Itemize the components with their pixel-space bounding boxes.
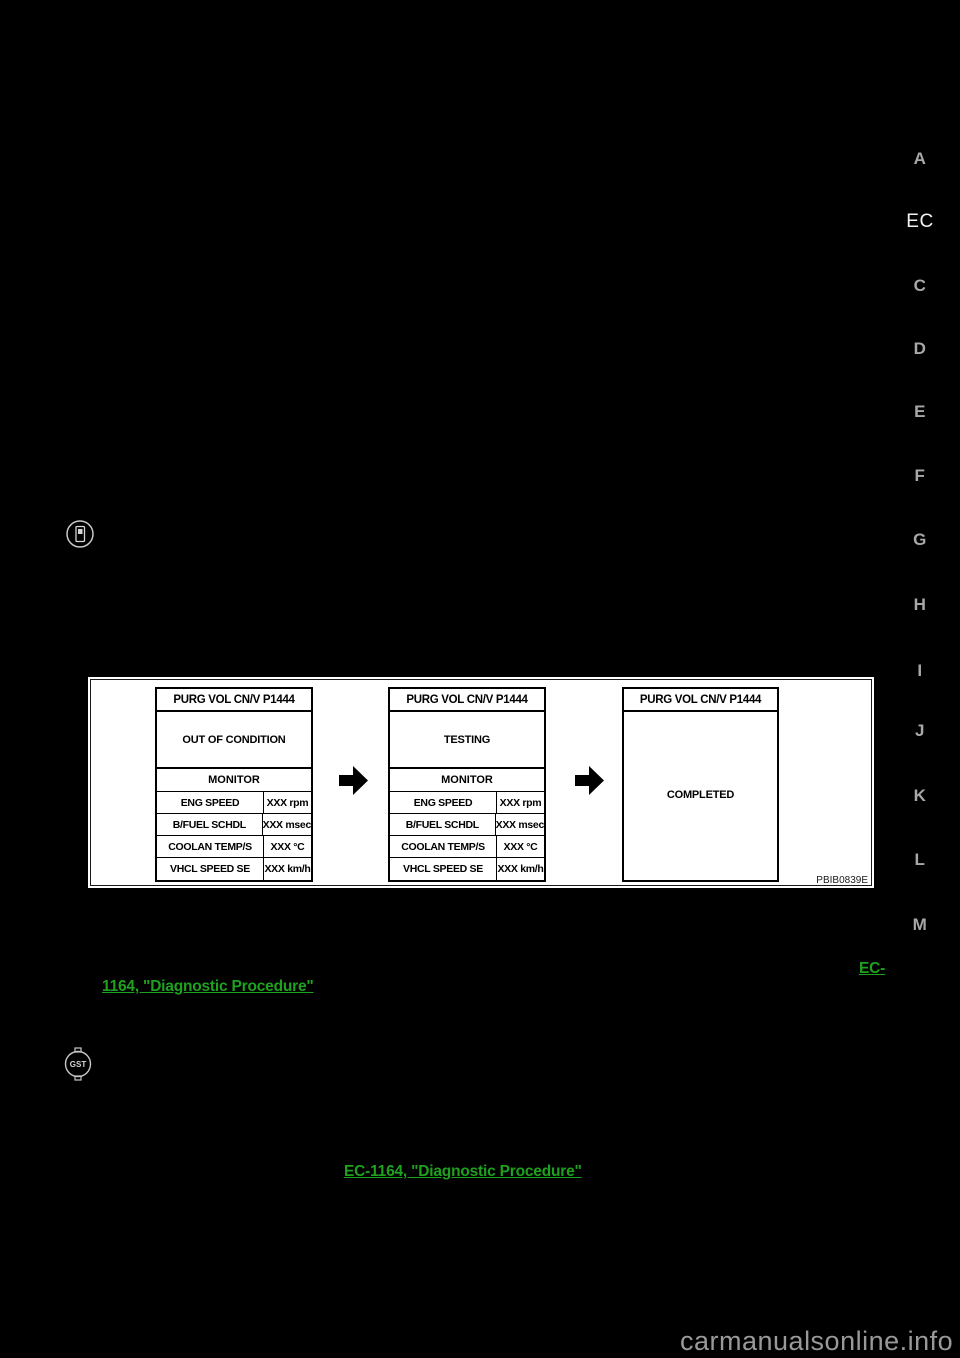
consult-ii-tester-icon bbox=[64, 518, 96, 550]
monitor-item-value: XXX km/h bbox=[497, 863, 544, 875]
section-tab-l: L bbox=[914, 850, 926, 869]
monitor-item-value: XXX km/h bbox=[264, 863, 311, 875]
monitor-item-label: B/FUEL SCHDL bbox=[157, 814, 263, 835]
monitor-item-label: COOLAN TEMP/S bbox=[157, 836, 264, 857]
consult-screen-testing bbox=[388, 687, 546, 882]
section-tab-f: F bbox=[914, 466, 926, 485]
screen-title: PURG VOL CN/V P1444 bbox=[157, 689, 311, 712]
monitor-row-coolan-temp bbox=[157, 836, 311, 858]
section-tab-a: A bbox=[913, 149, 927, 168]
flow-arrow-icon bbox=[575, 766, 604, 795]
monitor-item-value: XXX °C bbox=[503, 840, 538, 853]
monitor-row-eng-speed bbox=[390, 792, 544, 814]
section-tab-g: G bbox=[913, 530, 927, 549]
monitor-row-bfuel-schdl bbox=[157, 814, 311, 836]
monitor-row-coolan-temp bbox=[390, 836, 544, 858]
section-tab-h: H bbox=[913, 595, 927, 614]
monitor-item-label: ENG SPEED bbox=[157, 792, 264, 813]
section-tab-m: M bbox=[912, 915, 928, 934]
monitor-item-label: B/FUEL SCHDL bbox=[390, 814, 496, 835]
section-tab-c: C bbox=[913, 276, 927, 295]
monitor-item-value: XXX °C bbox=[270, 840, 305, 853]
monitor-row-vhcl-speed bbox=[157, 858, 311, 880]
ec-reference-link-wrapped[interactable]: 1164, "Diagnostic Procedure" bbox=[102, 978, 314, 995]
screen-status: COMPLETED bbox=[666, 789, 735, 801]
section-tab-k: K bbox=[913, 786, 927, 805]
watermark-text: carmanualsonline.info bbox=[680, 1326, 954, 1356]
consult-test-flow-figure bbox=[88, 677, 874, 888]
monitor-item-value: XXX rpm bbox=[499, 796, 542, 809]
gst-icon-label: GST bbox=[69, 1060, 87, 1069]
gst-scan-tool-icon bbox=[62, 1046, 94, 1082]
monitor-item-value: XXX msec bbox=[262, 818, 311, 831]
consult-screen-completed bbox=[622, 687, 779, 882]
consult-screen-out-of-condition bbox=[155, 687, 313, 882]
screen-status: OUT OF CONDITION bbox=[157, 712, 311, 769]
section-tab-i: I bbox=[917, 661, 923, 680]
monitor-item-value: XXX msec bbox=[495, 818, 544, 831]
monitor-header: MONITOR bbox=[390, 769, 544, 792]
section-tab-j: J bbox=[915, 721, 925, 740]
section-tab-ec-active: EC bbox=[906, 211, 934, 232]
ec-reference-link-prefix[interactable]: EC- bbox=[859, 960, 886, 977]
monitor-header: MONITOR bbox=[157, 769, 311, 792]
monitor-item-value: XXX rpm bbox=[266, 796, 309, 809]
screen-status: TESTING bbox=[390, 712, 544, 769]
monitor-item-label: COOLAN TEMP/S bbox=[390, 836, 497, 857]
monitor-row-eng-speed bbox=[157, 792, 311, 814]
section-tab-d: D bbox=[913, 339, 927, 358]
monitor-item-label: VHCL SPEED SE bbox=[390, 858, 497, 880]
screen-title: PURG VOL CN/V P1444 bbox=[624, 689, 777, 712]
screen-title: PURG VOL CN/V P1444 bbox=[390, 689, 544, 712]
monitor-item-label: ENG SPEED bbox=[390, 792, 497, 813]
monitor-item-label: VHCL SPEED SE bbox=[157, 858, 264, 880]
ec-reference-link-full[interactable]: EC-1164, "Diagnostic Procedure" bbox=[344, 1163, 582, 1180]
monitor-row-bfuel-schdl bbox=[390, 814, 544, 836]
section-tab-e: E bbox=[914, 402, 926, 421]
figure-id-label: PBIB0839E bbox=[816, 875, 868, 886]
monitor-row-vhcl-speed bbox=[390, 858, 544, 880]
flow-arrow-icon bbox=[339, 766, 368, 795]
